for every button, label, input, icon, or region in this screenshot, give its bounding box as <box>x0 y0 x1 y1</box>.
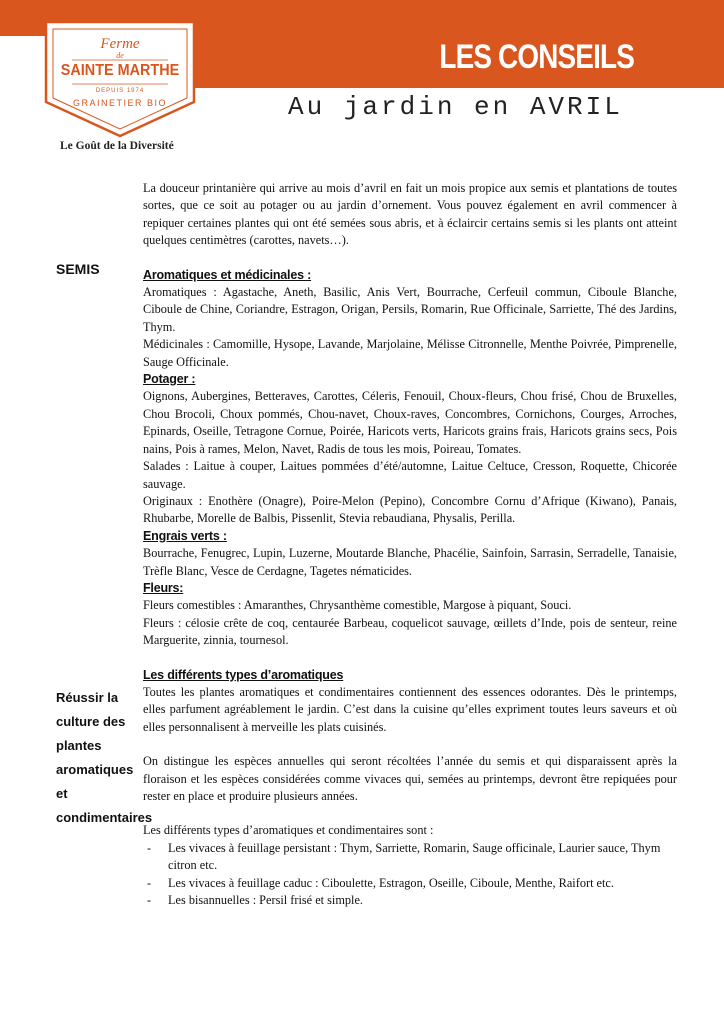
list-item: - Les bisannuelles : Persil frisé et simple. <box>143 892 677 909</box>
fleurs-comestibles-text: Fleurs comestibles : Amaranthes, Chrysanthème comestible, Margose à piquant, Souci. <box>143 598 572 613</box>
potager-text: Oignons, Aubergines, Betteraves, Carottes, Céleris, Fenouil, Choux-fleurs, Chou frisé, Chou de Bruxelles, Chou Brocoli, Choux pommés, Chou-navet, Choux-raves, Concombres, Cornichons, Courges, Arroches, Epinards, Oseille, Tetragone Cornue, Poirée, Haricots verts, Haricots grains frais, Haricots grains secs, Pois nains, Pois à rames, Melon, Navet, Radis de tous les mois, Poireau, Tomates. <box>143 389 677 456</box>
list-item: - Les vivaces à feuillage persistant : Thym, Sarriette, Romarin, Sauge officinale, Laurier sauce, Thym citron etc. <box>143 840 677 875</box>
reussir-paragraph-3: Les différents types d’aromatiques et condimentaires sont : <box>143 823 434 838</box>
originaux-text: Originaux : Enothère (Onagre), Poire-Melon (Pepino), Concombre Cornu d’Afrique (Kiwano), Panais, Rhubarbe, Morelle de Balbis, Pissenlit, Stevia rebaudiana, Physalis, Perilla. <box>143 493 677 526</box>
logo-ferme-text: Ferme <box>100 36 140 52</box>
brand-tagline: Le Goût de la Diversité <box>60 140 174 152</box>
aromatiques-text: Aromatiques : Agastache, Aneth, Basilic, Anis Vert, Bourrache, Cerfeuil commun, Ciboule Blanche, Ciboule de Chine, Coriandre, Estragon, Origan, Persils, Romarin, Rue Officinale, Sarriette, Thé des Jardins, Thym. <box>143 285 677 334</box>
section-label-semis: SEMIS <box>56 261 100 277</box>
medicinales-text: Médicinales : Camomille, Hysope, Lavande, Marjolaine, Mélisse Citronnelle, Menthe Poivrée, Pimprenelle, Sauge Officinale. <box>143 337 677 369</box>
brand-logo <box>44 20 196 138</box>
page-subtitle: Au jardin en AVRIL <box>288 92 623 122</box>
engrais-text: Bourrache, Fenugrec, Lupin, Luzerne, Moutarde Blanche, Phacélie, Sainfoin, Sarrasin, Serradelle, Tanaisie, Trèfle Blanc, Vesce de Cerdagne, Tagetes nématicides. <box>143 546 677 578</box>
logo-grainetier-text: GRAINETIER BIO <box>72 98 167 108</box>
list-item: - Les vivaces à feuillage caduc : Ciboulette, Estragon, Oseille, Ciboule, Menthe, Raifort etc. <box>143 875 677 892</box>
fleurs-heading: Fleurs: <box>143 580 184 595</box>
reussir-paragraph-2: On distingue les espèces annuelles qui seront récoltées l’année du semis et qui disparaissent après la floraison et les espèces considérées comme vivaces qui, semées au printemps, devront être repiquées pour rester en place et produire plusieurs années. <box>143 754 677 803</box>
aromatiques-types-list <box>143 840 677 910</box>
section-label-reussir: Réussir la culture des plantes aromatiques et condimentaires <box>56 690 153 825</box>
salades-text: Salades : Laitue à couper, Laitues pommées d’été/automne, Laitue Celtuce, Cresson, Roquette, Chicorée sauvage. <box>143 459 677 491</box>
intro-paragraph: La douceur printanière qui arrive au mois d’avril en fait un mois propice aux semis et plantations de toutes sortes, que ce soit au potager ou au jardin d’ornement. Vous pouvez également en avril commencer à repiquer certaines plantes qui ont été semées sous abris, et à éclaircir certains semis si les plants ont atteint quelques centimètres (carottes, navets…). <box>143 181 677 248</box>
logo-depuis-text: DEPUIS 1974 <box>95 88 145 94</box>
logo-de-text: de <box>116 51 124 60</box>
main-content <box>143 180 677 909</box>
aromatiques-types-heading: Les différents types d’aromatiques <box>143 667 344 682</box>
logo-name-text: SAINTE MARTHE <box>60 62 180 79</box>
potager-heading: Potager : <box>143 372 196 387</box>
engrais-heading: Engrais verts : <box>143 528 227 543</box>
title-band <box>190 36 724 88</box>
aromatiques-heading: Aromatiques et médicinales : <box>143 267 312 282</box>
page-title: LES CONSEILS <box>439 38 634 76</box>
fleurs-text: Fleurs : célosie crête de coq, centaurée Barbeau, coquelicot sauvage, œillets d’Inde, pois de senteur, reine Marguerite, zinnia, tournesol. <box>143 615 677 648</box>
reussir-paragraph-1: Toutes les plantes aromatiques et condimentaires contiennent des essences odorantes. Dès le printemps, elles parfument agréablement le jardin. C’est dans la cuisine qu’elles expriment toutes leurs saveurs et où elles personnalisent à merveille les plats cuisinés. <box>143 684 677 734</box>
